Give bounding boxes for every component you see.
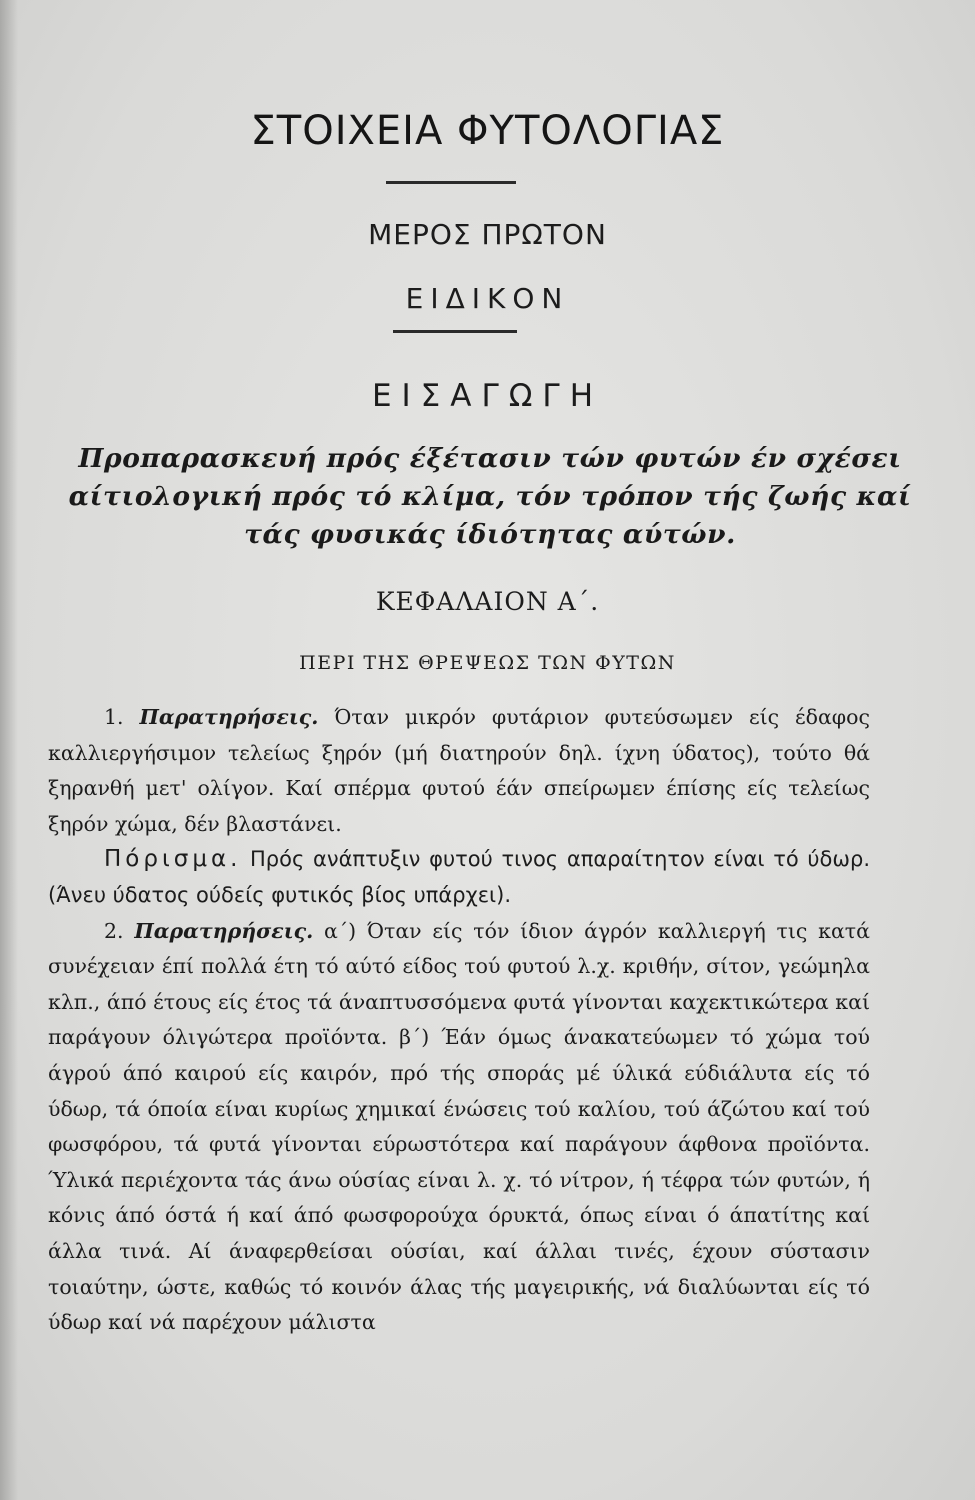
paragraph-text: α΄) Όταν είς τόν ίδιον άγρόν καλλιεργή τις κατά συνέχειαν έπί πολλά έτη τό αύτό είδος τού φυτού λ.χ. κριθήν, σίτον, γεώμηλα κλπ., άπό έτους είς έτος τά άναπτυσσόμενα φυτά γίνονται καχεκτικώτερα καί παράγουν όλιγώτερα προϊόντα. β΄) Έάν όμως άνακατεύωμεν τό χώμα τού άγρού άπό καιρού είς καιρόν, πρό τής σποράς μέ ύλικά εύδιάλυτα είς τό ύδωρ, τά όποία είναι κυρίως χημικαί ένώσεις τού καλίου, τού άζώτου καί τού φωσφόρου, τά φυτά γίνονται εύρωστότερα καί παράγουν άφθονα προϊόντα. Ύλικά περιέχοντα τάς άνω ούσίας είναι λ. χ. τό νίτρον, ή τέφρα τών φυτών, ή κόνις άπό όστά ή καί άπό φωσφορούχα όρυκτά, όπως είναι ό άπατίτης καί άλλα τινά. Αί άναφερθείσαι ούσίαι, καί άλλαι τινές, έχουν σύστασιν τοιαύτην, ώστε, καθώς τό κοινόν άλας τής μαγειρικής, νά διαλύωνται είς τό ύδωρ καί νά παρέχουν μάλιστα <box>48 918 870 1335</box>
conclusion-label: Πόρισμα. <box>104 846 242 873</box>
introduction-heading: ΕΙΣΑΓΩΓΗ <box>371 378 604 414</box>
section-divider <box>393 330 517 333</box>
special-heading: ΕΙΔΙΚΟΝ <box>405 282 570 315</box>
conclusion-text: Πρός ανάπτυξιν φυτού τινος απαραίτητον είναι τό ύδωρ. (Άνευ ύδατος ούδείς φυτικός βίος υπάρχει). <box>48 847 870 907</box>
chapter-heading: ΚΕΦΑΛΑΙΟΝ Α΄. <box>375 587 600 616</box>
introduction-subtitle: Προπαρασκευή πρός έξέτασιν τών φυτών έν σχέσει αίτιολογική πρός τό κλίμα, τόν τρόπον τής ζωής καί τάς φυσικάς ίδιότητας αύτών. <box>68 443 912 550</box>
part-heading: ΜΕΡΟΣ ΠΡΩΤΟΝ <box>368 218 607 251</box>
observations-label: Παρατηρήσεις. <box>134 918 314 943</box>
paragraph-number: 2. <box>104 918 124 943</box>
title-divider <box>386 181 516 184</box>
body-text <box>48 700 870 1341</box>
book-title: ΣΤΟΙΧΕΙΑ ΦΥΤΟΛΟΓΙΑΣ <box>250 108 725 154</box>
paragraph-number: 1. <box>104 705 124 729</box>
chapter-title: ΠΕΡΙ ΤΗΣ ΘΡΕΨΕΩΣ ΤΩΝ ΦΥΤΩΝ <box>299 652 676 674</box>
paragraph-2 <box>48 914 870 1341</box>
observations-label: Παρατηρήσεις. <box>139 705 319 729</box>
paragraph-1 <box>48 700 870 842</box>
paragraph-text: Όταν μικρόν φυτάριον φυτεύσωμεν είς έδαφος καλλιεργήσιμον τελείως ξηρόν (μή διατηρούν δηλ. ίχνη ύδατος), τούτο θά ξηρανθή μετ' ολίγον. Καί σπέρμα φυτού έάν σπείρωμεν έπίσης είς τελείως ξηρόν χώμα, δέν βλαστάνει. <box>48 705 870 836</box>
conclusion-paragraph <box>48 842 870 913</box>
